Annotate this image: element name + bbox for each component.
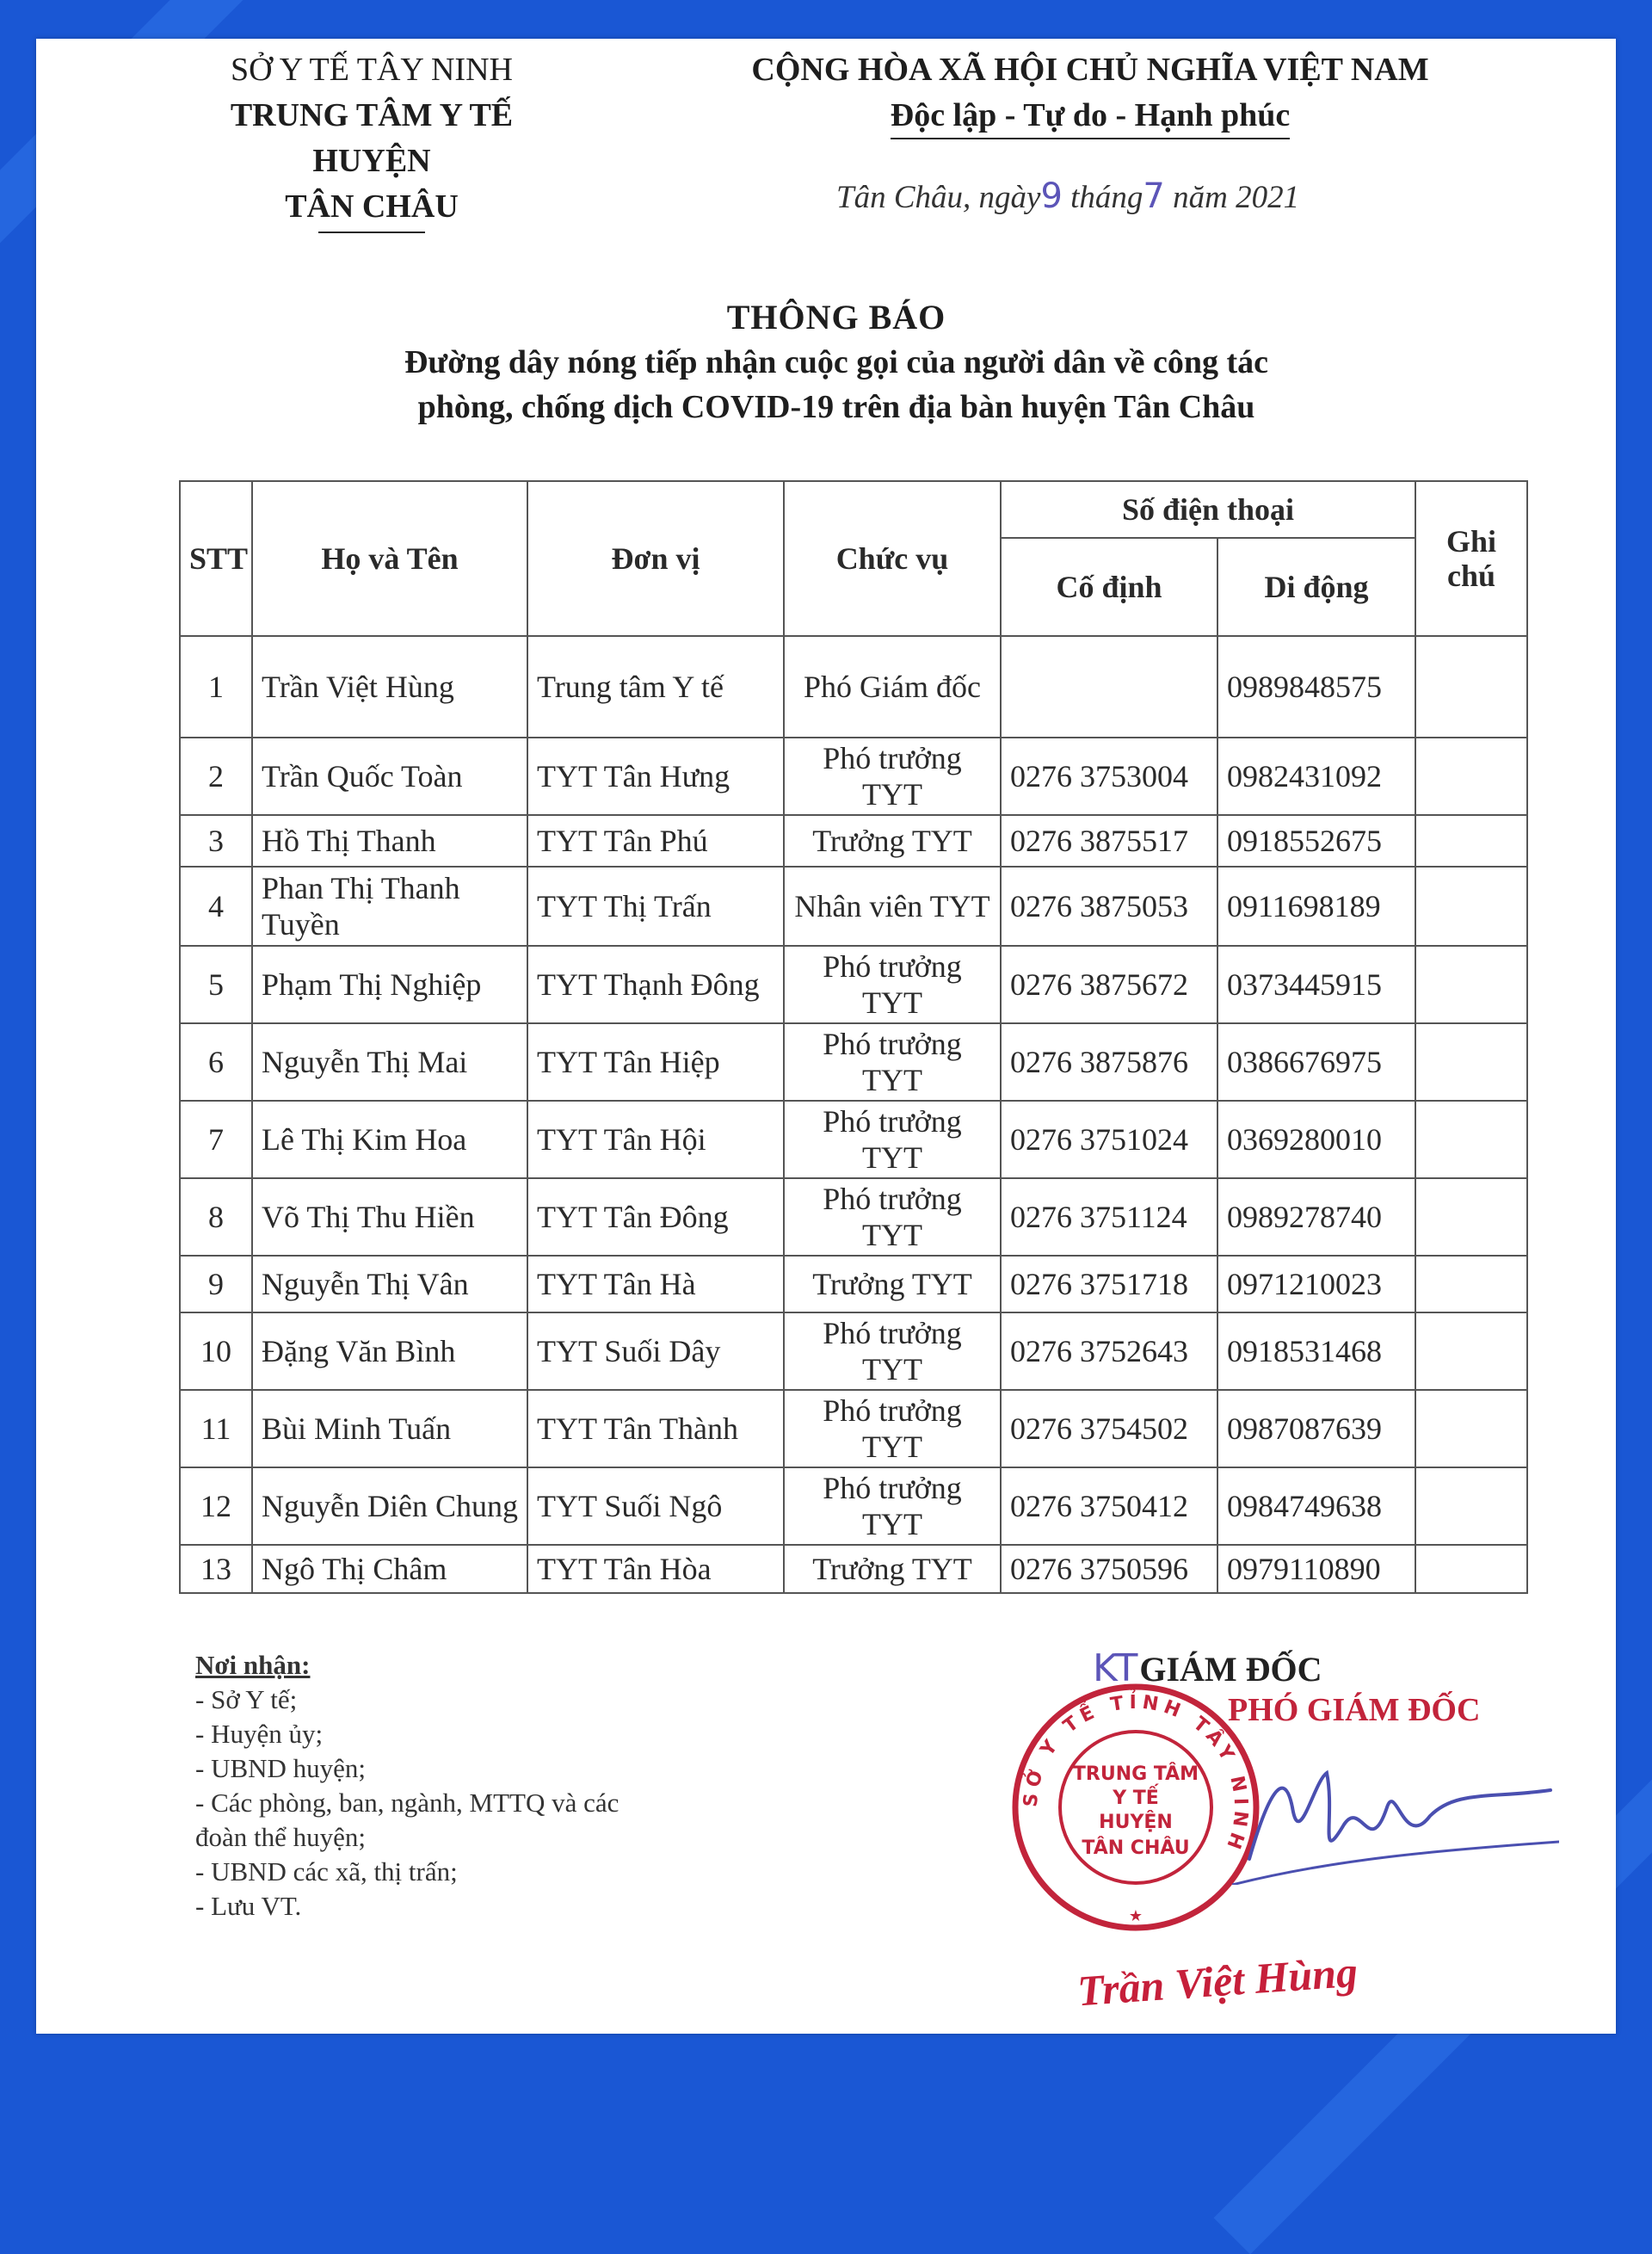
table-row bbox=[180, 1178, 1527, 1256]
cell-unit: TYT Tân Phú bbox=[527, 815, 784, 867]
cell-note bbox=[1415, 1312, 1527, 1390]
cell-mobile: 0369280010 bbox=[1217, 1101, 1415, 1178]
table-row bbox=[180, 867, 1527, 946]
cell-position: Phó trưởng TYT bbox=[784, 1178, 1001, 1256]
cell-fixed: 0276 3750412 bbox=[1001, 1467, 1217, 1545]
cell-name: Nguyễn Thị Vân bbox=[252, 1256, 527, 1312]
stamp-outer-text: SỞ Y TẾ TỈNH TÂY NINH bbox=[1020, 1691, 1252, 1857]
document-page bbox=[36, 39, 1616, 2034]
cell-position: Phó trưởng TYT bbox=[784, 1101, 1001, 1178]
signer-subtitle: PHÓ GIÁM ĐỐC bbox=[1228, 1692, 1481, 1728]
date-year: năm 2021 bbox=[1173, 180, 1300, 215]
col-header-stt: STT bbox=[180, 481, 252, 636]
cell-unit: TYT Thị Trấn bbox=[527, 867, 784, 946]
cell-mobile: 0386676975 bbox=[1217, 1023, 1415, 1101]
cell-fixed: 0276 3875517 bbox=[1001, 815, 1217, 867]
agency-parent: SỞ Y TẾ TÂY NINH bbox=[231, 52, 513, 88]
signature-scribble bbox=[1232, 1747, 1559, 1885]
cell-name: Nguyễn Diên Chung bbox=[252, 1467, 527, 1545]
date-month: 7 bbox=[1143, 176, 1165, 216]
hotline-table bbox=[179, 480, 1528, 1594]
stamp-star-icon: ★ bbox=[1128, 1907, 1143, 1924]
cell-unit: Trung tâm Y tế bbox=[527, 636, 784, 738]
cell-stt: 6 bbox=[180, 1023, 252, 1101]
table-row bbox=[180, 1023, 1527, 1101]
agency-name-line1: TRUNG TÂM Y TẾ HUYỆN bbox=[230, 97, 514, 179]
cell-fixed: 0276 3751024 bbox=[1001, 1101, 1217, 1178]
cell-mobile: 0979110890 bbox=[1217, 1545, 1415, 1593]
cell-position: Trưởng TYT bbox=[784, 1256, 1001, 1312]
cell-position: Trưởng TYT bbox=[784, 1545, 1001, 1593]
table-row bbox=[180, 1545, 1527, 1593]
cell-stt: 1 bbox=[180, 636, 252, 738]
cell-unit: TYT Tân Hiệp bbox=[527, 1023, 784, 1101]
agency-name-line2: TÂN CHÂU bbox=[285, 188, 459, 225]
cell-mobile: 0989278740 bbox=[1217, 1178, 1415, 1256]
col-header-note: Ghi chú bbox=[1415, 481, 1527, 636]
official-stamp bbox=[1007, 1678, 1265, 1936]
cell-position: Nhân viên TYT bbox=[784, 867, 1001, 946]
cell-stt: 3 bbox=[180, 815, 252, 867]
cell-unit: TYT Suối Dây bbox=[527, 1312, 784, 1390]
cell-note bbox=[1415, 738, 1527, 815]
cell-mobile: 0918531468 bbox=[1217, 1312, 1415, 1390]
recipient-item: - UBND các xã, thị trấn; bbox=[195, 1856, 458, 1887]
cell-unit: TYT Tân Hưng bbox=[527, 738, 784, 815]
table-row bbox=[180, 946, 1527, 1023]
cell-stt: 4 bbox=[180, 867, 252, 946]
recipient-item: - Lưu VT. bbox=[195, 1891, 302, 1921]
cell-name: Trần Quốc Toàn bbox=[252, 738, 527, 815]
cell-mobile: 0989848575 bbox=[1217, 636, 1415, 738]
cell-stt: 8 bbox=[180, 1178, 252, 1256]
signer-name: Trần Việt Hùng bbox=[1076, 1947, 1359, 2016]
table-row bbox=[180, 636, 1527, 738]
title-sub-line1: Đường dây nóng tiếp nhận cuộc gọi của người dân về công tác bbox=[404, 344, 1269, 380]
stamp-line-2: Y TẾ bbox=[1113, 1788, 1159, 1809]
cell-name: Phạm Thị Nghiệp bbox=[252, 946, 527, 1023]
cell-note bbox=[1415, 1101, 1527, 1178]
cell-note bbox=[1415, 1545, 1527, 1593]
cell-note bbox=[1415, 1178, 1527, 1256]
cell-fixed: 0276 3875672 bbox=[1001, 946, 1217, 1023]
col-header-name: Họ và Tên bbox=[252, 481, 527, 636]
cell-fixed: 0276 3875876 bbox=[1001, 1023, 1217, 1101]
cell-unit: TYT Tân Đông bbox=[527, 1178, 784, 1256]
cell-name: Hồ Thị Thanh bbox=[252, 815, 527, 867]
cell-mobile: 0373445915 bbox=[1217, 946, 1415, 1023]
title-main: THÔNG BÁO bbox=[726, 298, 946, 337]
date-day: 9 bbox=[1040, 176, 1063, 216]
table-row bbox=[180, 1312, 1527, 1390]
cell-fixed: 0276 3751124 bbox=[1001, 1178, 1217, 1256]
cell-unit: TYT Thạnh Đông bbox=[527, 946, 784, 1023]
cell-stt: 12 bbox=[180, 1467, 252, 1545]
cell-unit: TYT Suối Ngô bbox=[527, 1467, 784, 1545]
cell-note bbox=[1415, 946, 1527, 1023]
cell-fixed: 0276 3750596 bbox=[1001, 1545, 1217, 1593]
table-row bbox=[180, 1390, 1527, 1467]
cell-unit: TYT Tân Hòa bbox=[527, 1545, 784, 1593]
table-row bbox=[180, 1101, 1527, 1178]
signer-title-text: GIÁM ĐỐC bbox=[1139, 1650, 1322, 1689]
recipients-title: Nơi nhận: bbox=[195, 1650, 311, 1680]
cell-fixed: 0276 3875053 bbox=[1001, 867, 1217, 946]
table-row bbox=[180, 1467, 1527, 1545]
recipient-item: - Sở Y tế; bbox=[195, 1684, 298, 1714]
cell-position: Trưởng TYT bbox=[784, 815, 1001, 867]
cell-name: Ngô Thị Châm bbox=[252, 1545, 527, 1593]
cell-name: Lê Thị Kim Hoa bbox=[252, 1101, 527, 1178]
stamp-line-3: HUYỆN bbox=[1099, 1812, 1173, 1833]
document-date bbox=[836, 176, 1299, 216]
cell-fixed: 0276 3751718 bbox=[1001, 1256, 1217, 1312]
col-header-mobile: Di động bbox=[1217, 538, 1415, 636]
cell-mobile: 0971210023 bbox=[1217, 1256, 1415, 1312]
col-header-unit: Đơn vị bbox=[527, 481, 784, 636]
table-row bbox=[180, 738, 1527, 815]
cell-unit: TYT Tân Hà bbox=[527, 1256, 784, 1312]
cell-stt: 2 bbox=[180, 738, 252, 815]
cell-name: Nguyễn Thị Mai bbox=[252, 1023, 527, 1101]
cell-note bbox=[1415, 815, 1527, 867]
recipient-item: - UBND huyện; bbox=[195, 1753, 367, 1783]
cell-name: Võ Thị Thu Hiền bbox=[252, 1178, 527, 1256]
table-row bbox=[180, 1256, 1527, 1312]
cell-fixed bbox=[1001, 636, 1217, 738]
agency-header bbox=[182, 47, 561, 233]
cell-unit: TYT Tân Thành bbox=[527, 1390, 784, 1467]
cell-position: Phó Giám đốc bbox=[784, 636, 1001, 738]
cell-stt: 13 bbox=[180, 1545, 252, 1593]
col-header-position: Chức vụ bbox=[784, 481, 1001, 636]
table-row bbox=[180, 815, 1527, 867]
cell-mobile: 0984749638 bbox=[1217, 1467, 1415, 1545]
national-header bbox=[712, 47, 1468, 139]
cell-fixed: 0276 3752643 bbox=[1001, 1312, 1217, 1390]
cell-mobile: 0987087639 bbox=[1217, 1390, 1415, 1467]
cell-note bbox=[1415, 1023, 1527, 1101]
cell-mobile: 0911698189 bbox=[1217, 867, 1415, 946]
col-header-phone: Số điện thoại bbox=[1001, 481, 1415, 538]
cell-position: Phó trưởng TYT bbox=[784, 1312, 1001, 1390]
cell-name: Đặng Văn Bình bbox=[252, 1312, 527, 1390]
country-name: CỘNG HÒA XÃ HỘI CHỦ NGHĨA VIỆT NAM bbox=[751, 52, 1429, 88]
header-underline bbox=[318, 232, 425, 233]
title-sub-line2: phòng, chống dịch COVID-19 trên địa bàn huyện Tân Châu bbox=[417, 389, 1255, 425]
stamp-line-1: TRUNG TÂM bbox=[1072, 1763, 1199, 1785]
cell-note bbox=[1415, 867, 1527, 946]
recipient-item: - Huyện ủy; bbox=[195, 1719, 324, 1749]
stamp-line-4: TÂN CHÂU bbox=[1082, 1837, 1190, 1859]
recipient-item: - Các phòng, ban, ngành, MTTQ và các đoàn thể huyện; bbox=[195, 1788, 620, 1852]
cell-stt: 9 bbox=[180, 1256, 252, 1312]
cell-mobile: 0982431092 bbox=[1217, 738, 1415, 815]
notice-title bbox=[157, 295, 1516, 429]
cell-fixed: 0276 3754502 bbox=[1001, 1390, 1217, 1467]
recipients-block bbox=[195, 1648, 677, 1924]
cell-note bbox=[1415, 1390, 1527, 1467]
cell-fixed: 0276 3753004 bbox=[1001, 738, 1217, 815]
cell-position: Phó trưởng TYT bbox=[784, 1390, 1001, 1467]
cell-note bbox=[1415, 636, 1527, 738]
cell-position: Phó trưởng TYT bbox=[784, 1023, 1001, 1101]
cell-mobile: 0918552675 bbox=[1217, 815, 1415, 867]
col-header-fixed: Cố định bbox=[1001, 538, 1217, 636]
cell-stt: 7 bbox=[180, 1101, 252, 1178]
date-month-label: tháng bbox=[1070, 180, 1143, 215]
cell-position: Phó trưởng TYT bbox=[784, 946, 1001, 1023]
cell-position: Phó trưởng TYT bbox=[784, 738, 1001, 815]
cell-stt: 11 bbox=[180, 1390, 252, 1467]
date-prefix: Tân Châu, ngày bbox=[836, 180, 1041, 215]
cell-note bbox=[1415, 1467, 1527, 1545]
cell-name: Trần Việt Hùng bbox=[252, 636, 527, 738]
national-motto: Độc lập - Tự do - Hạnh phúc bbox=[891, 95, 1291, 139]
cell-stt: 5 bbox=[180, 946, 252, 1023]
cell-name: Bùi Minh Tuấn bbox=[252, 1390, 527, 1467]
cell-unit: TYT Tân Hội bbox=[527, 1101, 784, 1178]
cell-note bbox=[1415, 1256, 1527, 1312]
kt-handwriting: KT bbox=[1093, 1646, 1138, 1690]
cell-name: Phan Thị Thanh Tuyền bbox=[252, 867, 527, 946]
cell-position: Phó trưởng TYT bbox=[784, 1467, 1001, 1545]
cell-stt: 10 bbox=[180, 1312, 252, 1390]
